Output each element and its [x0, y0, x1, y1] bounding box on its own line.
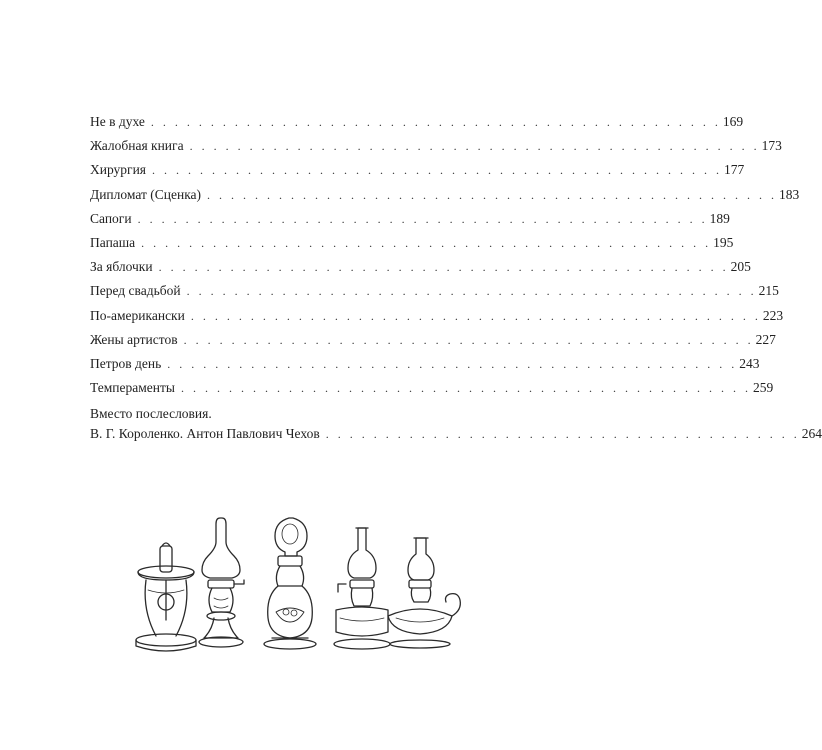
toc-leader-dots: . . . . . . . . . . . . . . . . . . . . . . . . . . . . . . . . . . . . . . . . . . . . . . . .	[150, 115, 721, 129]
toc-leader-dots: . . . . . . . . . . . . . . . . . . . . . . . . . . . . . . . . . . . . . . . .	[325, 427, 800, 442]
toc-entry[interactable]	[90, 186, 800, 211]
afterword-heading: Вместо послесловия.	[90, 406, 212, 422]
toc-entry-title: Темпераменты	[90, 380, 175, 396]
toc-entry-title: Не в духе	[90, 114, 145, 129]
toc-entry-title: Сапоги	[90, 210, 132, 226]
toc-entry-page: 264	[801, 426, 822, 442]
toc-entry-page: 189	[709, 210, 730, 226]
toc-leader-dots: . . . . . . . . . . . . . . . . . . . . . . . . . . . . . . . . . . . . . . . . . . . . . . . .	[180, 381, 751, 396]
toc-leader-dots: . . . . . . . . . . . . . . . . . . . . . . . . . . . . . . . . . . . . . . . . . . . . . . . .	[167, 356, 738, 371]
toc-entry[interactable]	[90, 380, 774, 404]
toc-entry-title: За яблочки	[90, 259, 153, 275]
toc-entry-title: По-американски	[90, 307, 185, 323]
toc-entry-title: Дипломат (Сценка)	[90, 186, 202, 202]
toc-entry-page: 177	[724, 162, 745, 178]
lamp-illustration	[199, 518, 244, 647]
toc-entry-title: Жены артистов	[90, 331, 178, 347]
toc-leader-dots: . . . . . . . . . . . . . . . . . . . . . . . . . . . . . . . . . . . . . . . . . . . . . . . .	[207, 187, 778, 202]
toc-entry-page: 227	[755, 331, 776, 347]
toc-entry-page: 259	[752, 380, 774, 396]
toc-leader-dots: . . . . . . . . . . . . . . . . . . . . . . . . . . . . . . . . . . . . . . . . . . . . . . . .	[183, 332, 754, 347]
toc-entry[interactable]	[90, 234, 734, 259]
table-of-contents	[90, 114, 822, 450]
toc-entry-page: 205	[730, 259, 751, 275]
toc-leader-dots: . . . . . . . . . . . . . . . . . . . . . . . . . . . . . . . . . . . . . . . . . . . . . . . .	[152, 163, 723, 178]
toc-entry-title: Петров день	[90, 355, 162, 371]
lamp-illustration	[136, 543, 196, 651]
toc-entry[interactable]	[90, 331, 776, 356]
toc-entry[interactable]	[90, 259, 751, 283]
toc-entry-title: Перед свадьбой	[90, 283, 181, 299]
toc-entry-title: Папаша	[90, 234, 136, 250]
toc-entry[interactable]	[90, 355, 760, 380]
toc-entry[interactable]	[90, 283, 779, 307]
oil-lamps-illustration	[126, 498, 460, 668]
lamp-illustration	[334, 528, 390, 649]
toc-entry-page: 223	[762, 307, 784, 323]
toc-leader-dots: . . . . . . . . . . . . . . . . . . . . . . . . . . . . . . . . . . . . . . . . . . . . . . . .	[189, 139, 760, 154]
toc-leader-dots: . . . . . . . . . . . . . . . . . . . . . . . . . . . . . . . . . . . . . . . . . . . . . . . .	[137, 211, 708, 226]
toc-entry[interactable]	[90, 307, 784, 332]
toc-leader-dots: . . . . . . . . . . . . . . . . . . . . . . . . . . . . . . . . . . . . . . . . . . . . . . . .	[186, 284, 757, 299]
toc-entry-page: 169	[722, 114, 744, 129]
toc-entry-page: 173	[761, 138, 782, 154]
lamp-illustration	[264, 518, 316, 649]
toc-entry[interactable]	[90, 162, 745, 186]
toc-entry-title: Жалобная книга	[90, 138, 184, 154]
toc-leader-dots: . . . . . . . . . . . . . . . . . . . . . . . . . . . . . . . . . . . . . . . . . . . . . . . .	[158, 260, 729, 275]
toc-entry-title: Хирургия	[90, 162, 147, 178]
toc-entry-title: В. Г. Короленко. Антон Павлович Чехов	[90, 426, 320, 442]
toc-entry-page: 183	[779, 186, 800, 202]
toc-entry-page: 195	[713, 234, 734, 250]
toc-leader-dots: . . . . . . . . . . . . . . . . . . . . . . . . . . . . . . . . . . . . . . . . . . . . . . . .	[141, 235, 712, 250]
toc-entry-afterword[interactable]	[90, 426, 822, 450]
toc-leader-dots: . . . . . . . . . . . . . . . . . . . . . . . . . . . . . . . . . . . . . . . . . . . . . . . .	[190, 308, 761, 323]
toc-entry[interactable]	[90, 114, 744, 138]
toc-entry-page: 215	[758, 283, 779, 299]
toc-entry-page: 243	[739, 355, 760, 371]
toc-entry[interactable]	[90, 210, 730, 235]
lamp-illustration	[388, 538, 460, 648]
toc-entry[interactable]	[90, 138, 782, 162]
